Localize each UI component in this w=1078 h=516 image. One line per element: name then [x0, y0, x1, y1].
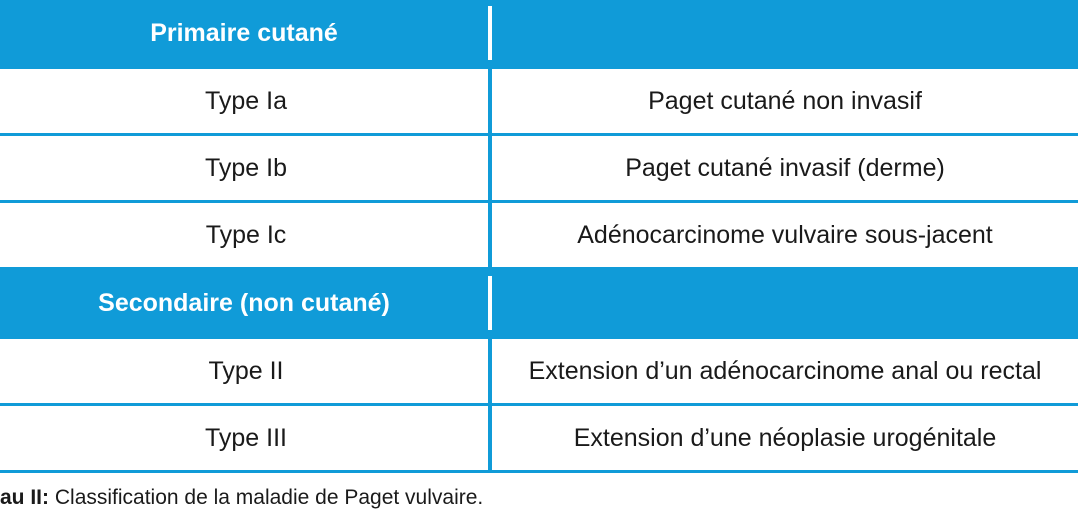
section-header-right-empty [492, 0, 1078, 68]
section-header-text: Secondaire (non cutané) [98, 288, 390, 317]
row-description: Extension d’un adénocarcinome anal ou rectal [492, 338, 1078, 405]
column-divider [488, 136, 492, 200]
row-type-text: Type Ib [205, 153, 287, 182]
section-header-label-primaire [0, 0, 492, 68]
row-type-label [0, 405, 492, 472]
row-type-label [0, 202, 492, 269]
table-section-header-row [0, 0, 1078, 68]
row-type-text: Type Ic [205, 220, 287, 249]
table-row [0, 202, 1078, 269]
row-description: Adénocarcinome vulvaire sous-jacent [492, 202, 1078, 269]
caption-label: au II: [0, 486, 50, 509]
table-row [0, 68, 1078, 135]
column-divider [488, 406, 492, 470]
row-type-text: Type II [208, 356, 284, 385]
column-divider [488, 276, 492, 330]
row-description: Extension d’une néoplasie urogénitale [492, 405, 1078, 472]
section-header-right-empty [492, 269, 1078, 338]
row-type-text: Type III [205, 423, 287, 452]
row-type-text: Type Ia [205, 86, 287, 115]
caption-text: Classification de la maladie de Paget vulvaire. [54, 486, 484, 509]
table-row [0, 338, 1078, 405]
column-divider [488, 69, 492, 133]
table-row [0, 135, 1078, 202]
row-description: Paget cutané invasif (derme) [492, 135, 1078, 202]
row-description: Paget cutané non invasif [492, 68, 1078, 135]
column-divider [488, 339, 492, 403]
table-caption [0, 486, 1078, 510]
column-divider [488, 6, 492, 60]
row-type-label [0, 135, 492, 202]
section-header-text: Primaire cutané [150, 18, 338, 47]
table-row [0, 405, 1078, 472]
table-section-header-row [0, 269, 1078, 338]
row-type-label [0, 338, 492, 405]
column-divider [488, 203, 492, 267]
section-header-label-secondaire [0, 269, 492, 338]
row-type-label [0, 68, 492, 135]
